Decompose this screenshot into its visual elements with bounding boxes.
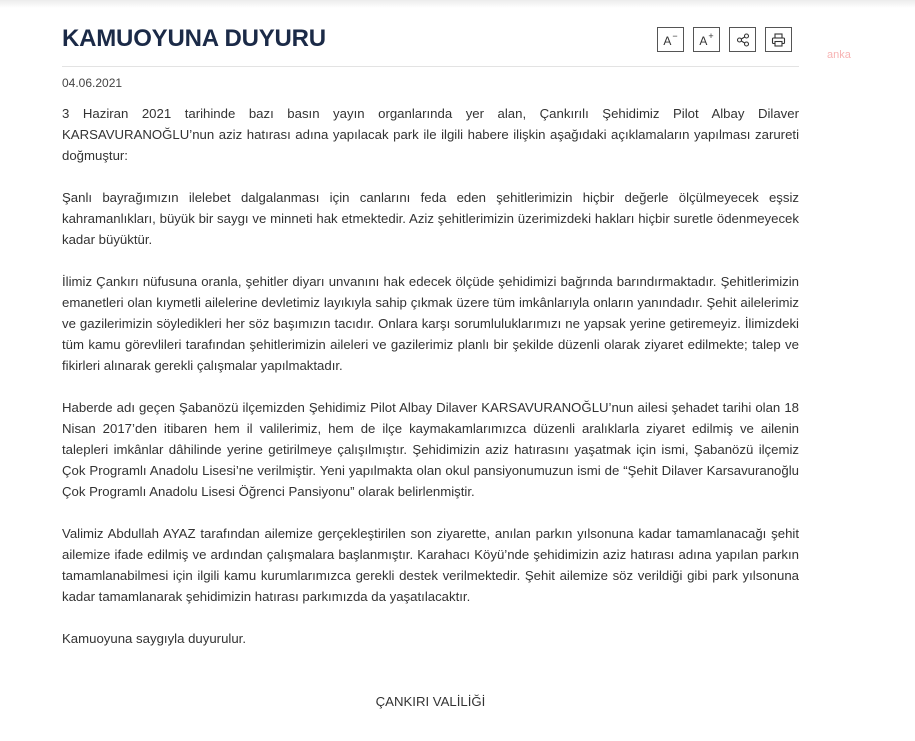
print-icon: [771, 33, 786, 47]
top-bar-shadow: [0, 0, 915, 8]
signature: ÇANKIRI VALİLİĞİ: [375, 694, 486, 709]
font-increase-icon: A+: [699, 30, 714, 48]
page-title: KAMUOYUNA DUYURU: [62, 25, 326, 52]
title-divider: [62, 66, 799, 67]
font-decrease-button[interactable]: [657, 27, 684, 52]
article-paragraph: 3 Haziran 2021 tarihinde bazı basın yayın organlarında yer alan, Çankırılı Şehidimiz Pilot Albay Dilaver KARSAVURANOĞLU’nun aziz hatırası adına yapılacak park ile ilgili habere ilişkin aşağıdaki açıklamaların yapılması zarureti doğmuştur:: [62, 106, 799, 163]
font-decrease-icon: A−: [663, 30, 678, 48]
article-paragraph: İlimiz Çankırı nüfusuna oranla, şehitler diyarı unvanını hak edecek ölçüde şehidimizi bağrında barındırmaktadır. Şehitlerimizin emanetleri olan kıymetli ailelerine devletimiz layıkıyla sahip çıkmak üzere tüm imkânlarıyla onların yanındadır. Şehit ailelerimiz ve gazilerimizin söyledikleri her söz başımızın tacıdır. Onlara karşı sorumluluklarımızı ne yapsak yerine getiremeyiz. İlimizdeki tüm kamu görevlileri tarafından şehitlerimizin aileleri ve gazilerimiz planlı bir şekilde düzenli olarak ziyaret edilmekte; talep ve fikirleri alınarak gerekli çalışmalar yapılmaktadır.: [62, 274, 799, 373]
closing-line: Kamuoyuna saygıyla duyurulur.: [62, 631, 246, 646]
font-increase-button[interactable]: [693, 27, 720, 52]
share-button[interactable]: [729, 27, 756, 52]
anka-watermark: anka: [827, 49, 851, 61]
print-button[interactable]: [765, 27, 792, 52]
article-paragraph: Şanlı bayrağımızın ilelebet dalgalanması için canlarını feda eden şehitlerimizin hiçbir değerle ölçülmeyecek eşsiz kahramanlıkları, büyük bir saygı ve minneti hak etmektedir. Aziz şehitlerimizin üzerimizdeki hakları hiçbir suretle ödenmeyecek kadar büyüktür.: [62, 190, 799, 247]
article-paragraph: Haberde adı geçen Şabanözü ilçemizden Şehidimiz Pilot Albay Dilaver KARSAVURANOĞLU’nun ailesi şehadet tarihi olan 18 Nisan 2017’den itibaren hem il valilerimiz, hem de ilçe kaymakamlarımızca düzenli aralıklarla ziyaret edilmiş ve ailenin talepleri imkânlar dâhilinde yerine getirilmeye çalışılmıştır. Şehidimizin aziz hatırasını yaşatmak için ismi, Şabanözü ilçemiz Çok Programlı Anadolu Lisesi’ne verilmiştir. Yeni yapılmakta olan okul pansiyonumuzun ismi de “Şehit Dilaver Karsavuranoğlu Çok Programlı Anadolu Lisesi Öğrenci Pansiyonu” olarak belirlenmiştir.: [62, 400, 799, 499]
article-toolbar: [657, 27, 792, 52]
article-body: [62, 103, 799, 670]
publish-date: 04.06.2021: [62, 76, 123, 90]
share-icon: [736, 33, 750, 47]
article-paragraph: Valimiz Abdullah AYAZ tarafından ailemize gerçekleştirilen son ziyarette, anılan parkın yılsonuna kadar tamamlanacağı şehit ailemize ifade edilmiş ve ardından çalışmalara başlanmıştır. Karahacı Köyü’nde şehidimizin aziz hatırası adına yapılan parkın tamamlanabilmesi için ilgili kamu kurumlarımızca gerekli destek verilmektedir. Şehit ailemize söz verildiği gibi park yılsonuna kadar tamamlanarak şehidimizin hatırası parkımızda da yaşatılacaktır.: [62, 526, 799, 604]
